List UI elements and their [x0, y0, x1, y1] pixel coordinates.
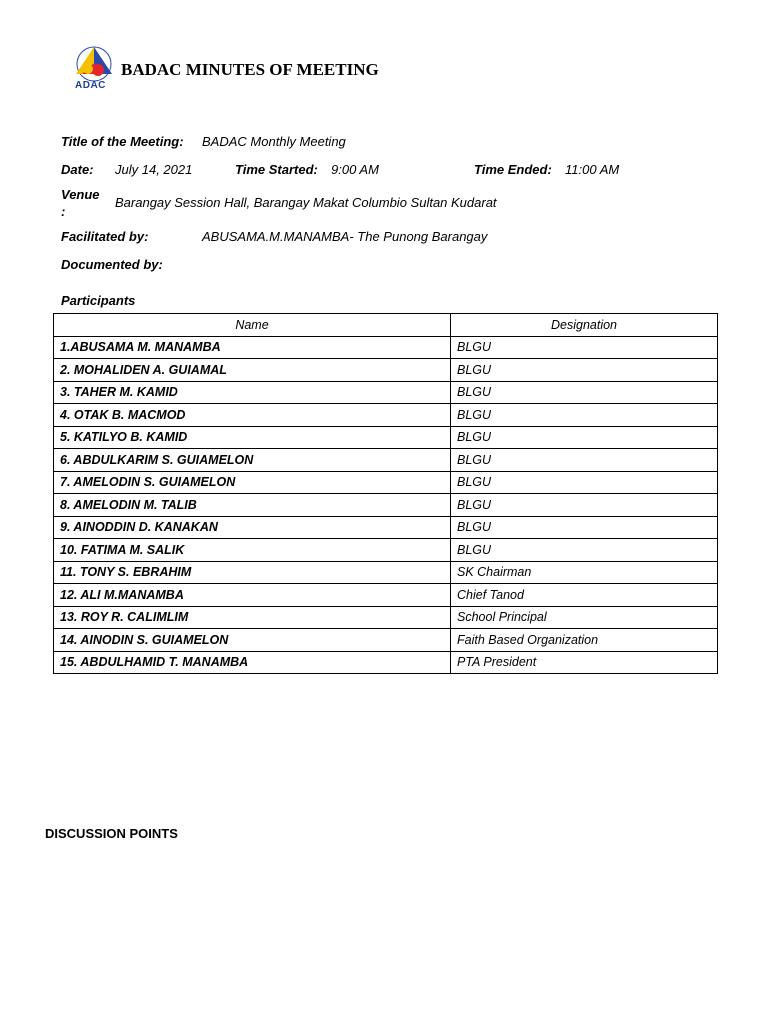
participant-designation: BLGU — [451, 426, 718, 449]
participant-name: 13. ROY R. CALIMLIM — [54, 606, 451, 629]
document-title: BADAC MINUTES OF MEETING — [121, 60, 379, 79]
table-row — [54, 449, 718, 472]
participant-designation: BLGU — [451, 539, 718, 562]
meeting-title-label: Title of the Meeting: — [61, 134, 184, 149]
participant-designation: BLGU — [451, 449, 718, 472]
table-row — [54, 359, 718, 382]
participant-name: 3. TAHER M. KAMID — [54, 381, 451, 404]
table-row — [54, 561, 718, 584]
participant-name: 12. ALI M.MANAMBA — [54, 584, 451, 607]
discussion-points-heading: DISCUSSION POINTS — [45, 826, 178, 841]
table-row — [54, 606, 718, 629]
table-row — [54, 584, 718, 607]
venue-colon: : — [61, 204, 66, 219]
participant-name: 4. OTAK B. MACMOD — [54, 404, 451, 427]
venue-label: Venue — [61, 187, 100, 202]
participants-table — [53, 313, 718, 674]
participant-designation: BLGU — [451, 516, 718, 539]
time-started-value: 9:00 AM — [331, 162, 379, 177]
column-header-name: Name — [54, 314, 451, 337]
adac-logo-icon — [72, 44, 116, 84]
time-ended-label: Time Ended: — [474, 162, 552, 177]
participant-name: 1.ABUSAMA M. MANAMBA — [54, 336, 451, 359]
participant-name: 6. ABDULKARIM S. GUIAMELON — [54, 449, 451, 472]
participant-name: 11. TONY S. EBRAHIM — [54, 561, 451, 584]
participant-designation: BLGU — [451, 471, 718, 494]
meeting-title-value: BADAC Monthly Meeting — [202, 134, 346, 149]
table-row — [54, 471, 718, 494]
time-started-label: Time Started: — [235, 162, 318, 177]
participants-heading: Participants — [61, 293, 136, 308]
participant-designation: BLGU — [451, 404, 718, 427]
participant-designation: BLGU — [451, 336, 718, 359]
time-ended-value: 11:00 AM — [565, 162, 620, 177]
table-header-row — [54, 314, 718, 337]
participant-name: 14. AINODIN S. GUIAMELON — [54, 629, 451, 652]
participant-designation: Faith Based Organization — [451, 629, 718, 652]
table-row — [54, 494, 718, 517]
table-row — [54, 516, 718, 539]
participant-designation: School Principal — [451, 606, 718, 629]
logo-text: ADAC — [75, 80, 106, 91]
participant-name: 2. MOHALIDEN A. GUIAMAL — [54, 359, 451, 382]
table-row — [54, 381, 718, 404]
participant-name: 8. AMELODIN M. TALIB — [54, 494, 451, 517]
documented-by-label: Documented by: — [61, 257, 163, 272]
participant-name: 10. FATIMA M. SALIK — [54, 539, 451, 562]
date-label: Date: — [61, 162, 94, 177]
table-row — [54, 651, 718, 674]
participant-designation: SK Chairman — [451, 561, 718, 584]
participant-designation: Chief Tanod — [451, 584, 718, 607]
facilitated-by-value: ABUSAMA.M.MANAMBA- The Punong Barangay — [202, 229, 488, 244]
participant-name: 15. ABDULHAMID T. MANAMBA — [54, 651, 451, 674]
participant-designation: BLGU — [451, 381, 718, 404]
table-row — [54, 336, 718, 359]
table-row — [54, 629, 718, 652]
table-row — [54, 426, 718, 449]
participant-designation: PTA President — [451, 651, 718, 674]
facilitated-by-label: Facilitated by: — [61, 229, 149, 244]
table-row — [54, 539, 718, 562]
participant-designation: BLGU — [451, 359, 718, 382]
table-row — [54, 404, 718, 427]
venue-value: Barangay Session Hall, Barangay Makat Columbio Sultan Kudarat — [115, 195, 497, 210]
participant-name: 9. AINODDIN D. KANAKAN — [54, 516, 451, 539]
column-header-designation: Designation — [451, 314, 718, 337]
participant-name: 7. AMELODIN S. GUIAMELON — [54, 471, 451, 494]
participant-designation: BLGU — [451, 494, 718, 517]
participant-name: 5. KATILYO B. KAMID — [54, 426, 451, 449]
date-value: July 14, 2021 — [115, 162, 193, 177]
